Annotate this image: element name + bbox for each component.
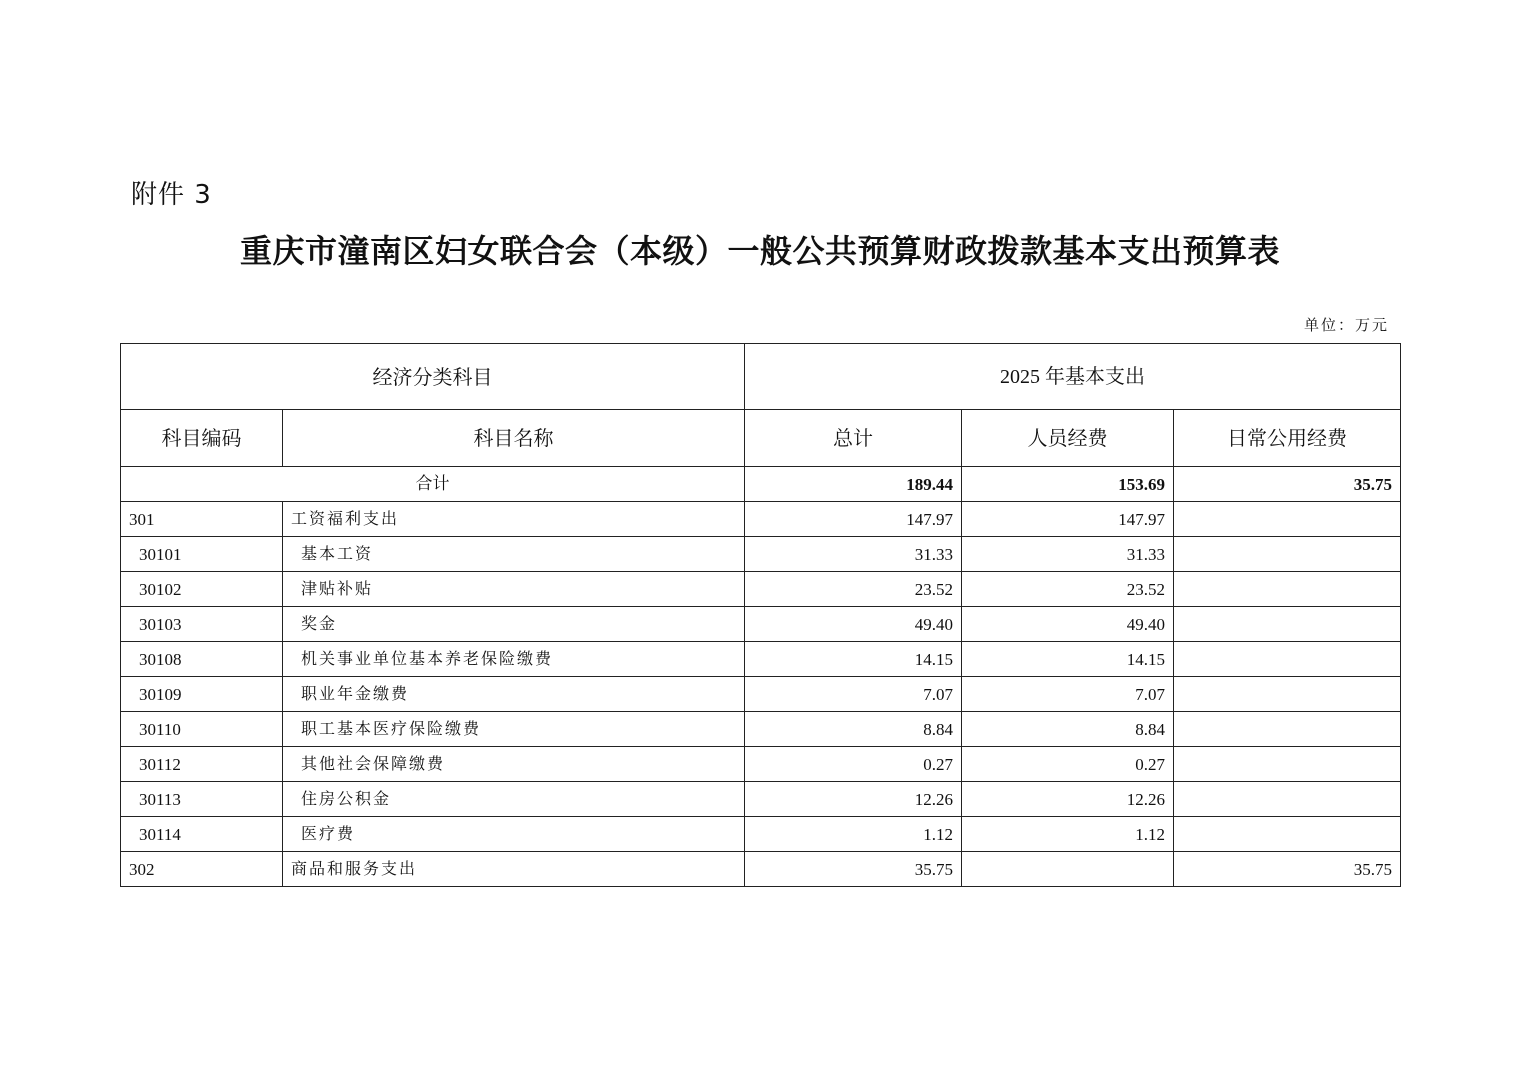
table-row [121, 817, 1401, 852]
subject-name-cell: 奖金 [283, 607, 745, 642]
public-cell [1174, 642, 1401, 677]
page-title: 重庆市潼南区妇女联合会（本级）一般公共预算财政拨款基本支出预算表 [239, 232, 1280, 270]
header-basic-expenditure: 2025 年基本支出 [745, 344, 1401, 410]
total-cell: 14.15 [745, 642, 962, 677]
public-cell [1174, 747, 1401, 782]
subject-code-cell: 30108 [121, 642, 283, 677]
personnel-cell: 14.15 [962, 642, 1174, 677]
total-personnel: 153.69 [962, 467, 1174, 502]
table-row [121, 642, 1401, 677]
subject-code-cell: 30103 [121, 607, 283, 642]
total-cell: 31.33 [745, 537, 962, 572]
header-row-columns [121, 410, 1401, 467]
subject-code-cell: 30101 [121, 537, 283, 572]
subject-code-cell: 30102 [121, 572, 283, 607]
subject-code-cell: 302 [121, 852, 283, 887]
personnel-cell: 49.40 [962, 607, 1174, 642]
personnel-cell: 8.84 [962, 712, 1174, 747]
public-cell [1174, 677, 1401, 712]
table-row [121, 572, 1401, 607]
total-cell: 7.07 [745, 677, 962, 712]
personnel-cell: 0.27 [962, 747, 1174, 782]
subject-name-cell: 基本工资 [283, 537, 745, 572]
public-cell [1174, 607, 1401, 642]
header-total: 总计 [745, 410, 962, 467]
personnel-cell: 1.12 [962, 817, 1174, 852]
table-row [121, 782, 1401, 817]
header-row-group [121, 344, 1401, 410]
total-label: 合计 [121, 467, 745, 502]
subject-name-cell: 职工基本医疗保险缴费 [283, 712, 745, 747]
public-cell [1174, 572, 1401, 607]
table-row [121, 712, 1401, 747]
subject-code-cell: 30112 [121, 747, 283, 782]
table-row [121, 852, 1401, 887]
total-public: 35.75 [1174, 467, 1401, 502]
personnel-cell [962, 852, 1174, 887]
total-cell: 1.12 [745, 817, 962, 852]
public-cell [1174, 712, 1401, 747]
subject-code-cell: 30110 [121, 712, 283, 747]
table-row [121, 677, 1401, 712]
subject-name-cell: 其他社会保障缴费 [283, 747, 745, 782]
personnel-cell: 147.97 [962, 502, 1174, 537]
header-economic-classification: 经济分类科目 [121, 344, 745, 410]
subject-name-cell: 商品和服务支出 [283, 852, 745, 887]
total-cell: 35.75 [745, 852, 962, 887]
total-cell: 0.27 [745, 747, 962, 782]
budget-table [120, 343, 1401, 887]
public-cell [1174, 817, 1401, 852]
subject-code-cell: 30109 [121, 677, 283, 712]
public-cell [1174, 502, 1401, 537]
public-cell: 35.75 [1174, 852, 1401, 887]
total-cell: 147.97 [745, 502, 962, 537]
header-subject-name: 科目名称 [283, 410, 745, 467]
total-sum: 189.44 [745, 467, 962, 502]
personnel-cell: 23.52 [962, 572, 1174, 607]
subject-code-cell: 30113 [121, 782, 283, 817]
header-personnel: 人员经费 [962, 410, 1174, 467]
subject-name-cell: 医疗费 [283, 817, 745, 852]
public-cell [1174, 537, 1401, 572]
total-cell: 49.40 [745, 607, 962, 642]
attachment-label: 附件 3 [131, 180, 212, 210]
personnel-cell: 31.33 [962, 537, 1174, 572]
public-cell [1174, 782, 1401, 817]
subject-name-cell: 机关事业单位基本养老保险缴费 [283, 642, 745, 677]
subject-code-cell: 301 [121, 502, 283, 537]
total-cell: 8.84 [745, 712, 962, 747]
total-cell: 23.52 [745, 572, 962, 607]
header-daily-public: 日常公用经费 [1174, 410, 1401, 467]
unit-label: 单位：万元 [1303, 316, 1389, 334]
total-cell: 12.26 [745, 782, 962, 817]
subject-name-cell: 津贴补贴 [283, 572, 745, 607]
subject-name-cell: 职业年金缴费 [283, 677, 745, 712]
table-row [121, 502, 1401, 537]
table-row [121, 747, 1401, 782]
header-subject-code: 科目编码 [121, 410, 283, 467]
total-row [121, 467, 1401, 502]
subject-name-cell: 住房公积金 [283, 782, 745, 817]
personnel-cell: 12.26 [962, 782, 1174, 817]
table-row [121, 607, 1401, 642]
subject-name-cell: 工资福利支出 [283, 502, 745, 537]
subject-code-cell: 30114 [121, 817, 283, 852]
personnel-cell: 7.07 [962, 677, 1174, 712]
table-row [121, 537, 1401, 572]
